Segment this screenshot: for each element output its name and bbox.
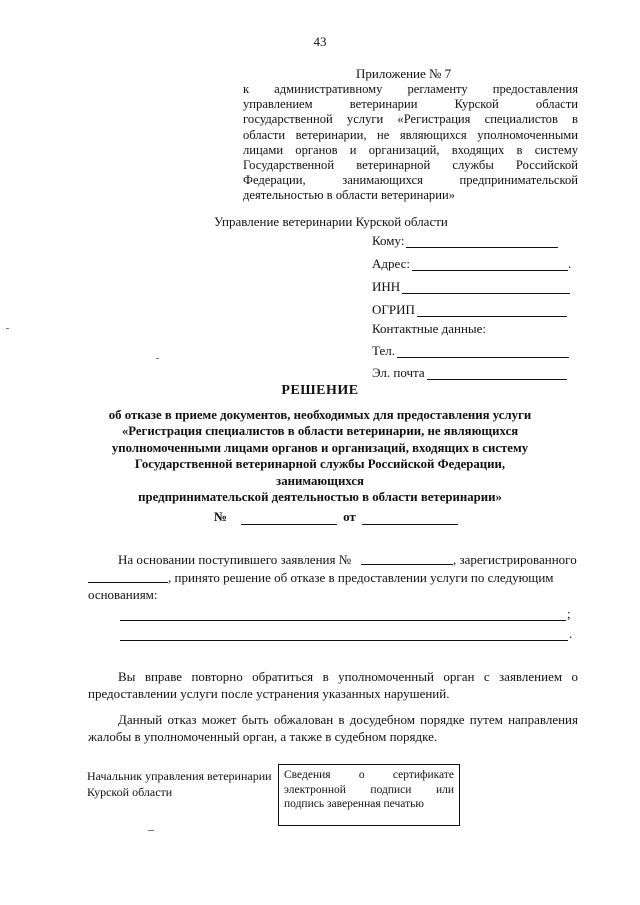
email-label: Эл. почта: [372, 365, 425, 380]
to-label: Кому:: [372, 233, 405, 248]
decision-subject: [94, 407, 546, 505]
reason-line-1: [120, 620, 566, 621]
subject-line: предпринимательской деятельностью в области ветеринарии»: [138, 490, 502, 505]
stamp-line: подпись заверенная печатью: [284, 798, 424, 810]
department-name: Управление ветеринарии Курской области: [214, 214, 448, 229]
to-field: [372, 234, 558, 248]
appendix-line: области ветеринарии, не являющихся уполномоченными: [243, 127, 578, 142]
subject-line: Государственной ветеринарной службы Российской Федерации, занимающихся: [134, 457, 506, 488]
reason-line-2: [120, 640, 568, 641]
subject-line: об отказе в приеме документов, необходимых для предоставления услуги: [108, 408, 532, 422]
email-field: [372, 366, 567, 380]
scan-mark: [148, 830, 154, 831]
inn-field: [372, 280, 570, 294]
subject-line: уполномоченными лицами органов и организаций, входящих в систему: [111, 440, 529, 455]
basis-text-1: На основании поступившего заявления №: [118, 552, 352, 567]
decision-number-date: [214, 509, 458, 525]
stamp-line: Сведения о сертификате: [284, 769, 454, 781]
email-blank: [427, 367, 567, 380]
scan-mark: [156, 358, 159, 359]
contacts-label: Контактные данные:: [372, 321, 487, 336]
signatory-position: [87, 768, 282, 800]
basis-text-2: , принято решение об отказе в предоставлении услуги по следующим: [168, 570, 554, 585]
address-blank: [412, 258, 568, 271]
number-label: №: [214, 509, 228, 524]
subject-line: «Регистрация специалистов в области ветеринарии, не являющихся: [121, 424, 519, 439]
from-label: от: [343, 509, 356, 524]
appendix-line: деятельностью в области ветеринарии»: [243, 188, 455, 203]
number-blank: [241, 513, 337, 525]
appendix-title: Приложение № 7: [356, 66, 452, 81]
scan-mark: [6, 328, 9, 329]
address-field: [372, 257, 571, 271]
signature-stamp-box: [278, 764, 460, 826]
inn-blank: [402, 281, 570, 294]
basis-text-1-end: , зарегистрированного: [453, 552, 577, 567]
date-blank: [362, 513, 458, 525]
appendix-line: Федерации, занимающихся предпринимательской: [243, 173, 578, 188]
decision-title: РЕШЕНИЕ: [281, 383, 359, 398]
appendix-line: Государственной ветеринарной службы Российской: [243, 158, 578, 173]
reapply-text-2: предоставлении услуги после устранения указанных нарушений.: [88, 686, 450, 701]
registered-date-blank: [88, 582, 168, 583]
application-number-blank: [361, 564, 453, 565]
page-number: 43: [313, 34, 327, 49]
ogrip-field: [372, 303, 567, 317]
address-end: .: [567, 256, 572, 271]
appendix-line: лицами органов и организаций, входящих в систему: [243, 142, 578, 157]
appendix-line: государственной услуги «Регистрация специалистов в: [243, 112, 578, 127]
phone-field: [372, 344, 569, 358]
appendix-text: [243, 82, 578, 204]
phone-label: Тел.: [372, 343, 395, 358]
to-blank: [406, 235, 558, 248]
appendix-line: управлением ветеринарии Курской области: [243, 97, 578, 112]
stamp-line: электронной подписи или: [284, 783, 454, 796]
inn-label: ИНН: [372, 279, 401, 294]
position-line: Курской области: [87, 785, 173, 799]
reason-line-2-end: .: [569, 626, 573, 641]
position-line: Начальник управления ветеринарии: [87, 769, 272, 783]
appeal-text-1: Данный отказ может быть обжалован в досудебном порядке путем направления: [118, 712, 578, 727]
appendix-line: к административному регламенту предоставления: [243, 82, 578, 96]
address-label: Адрес:: [372, 256, 410, 271]
phone-blank: [397, 345, 569, 358]
appeal-text-2: жалобы в уполномоченный орган, а также в судебном порядке.: [88, 729, 438, 744]
basis-text-3: основаниям:: [88, 587, 158, 602]
reapply-text-1: Вы вправе повторно обратиться в уполномоченный орган с заявлением о: [118, 669, 578, 684]
ogrip-label: ОГРИП: [372, 302, 415, 317]
ogrip-blank: [417, 304, 567, 317]
reason-line-1-end: ;: [567, 606, 571, 621]
